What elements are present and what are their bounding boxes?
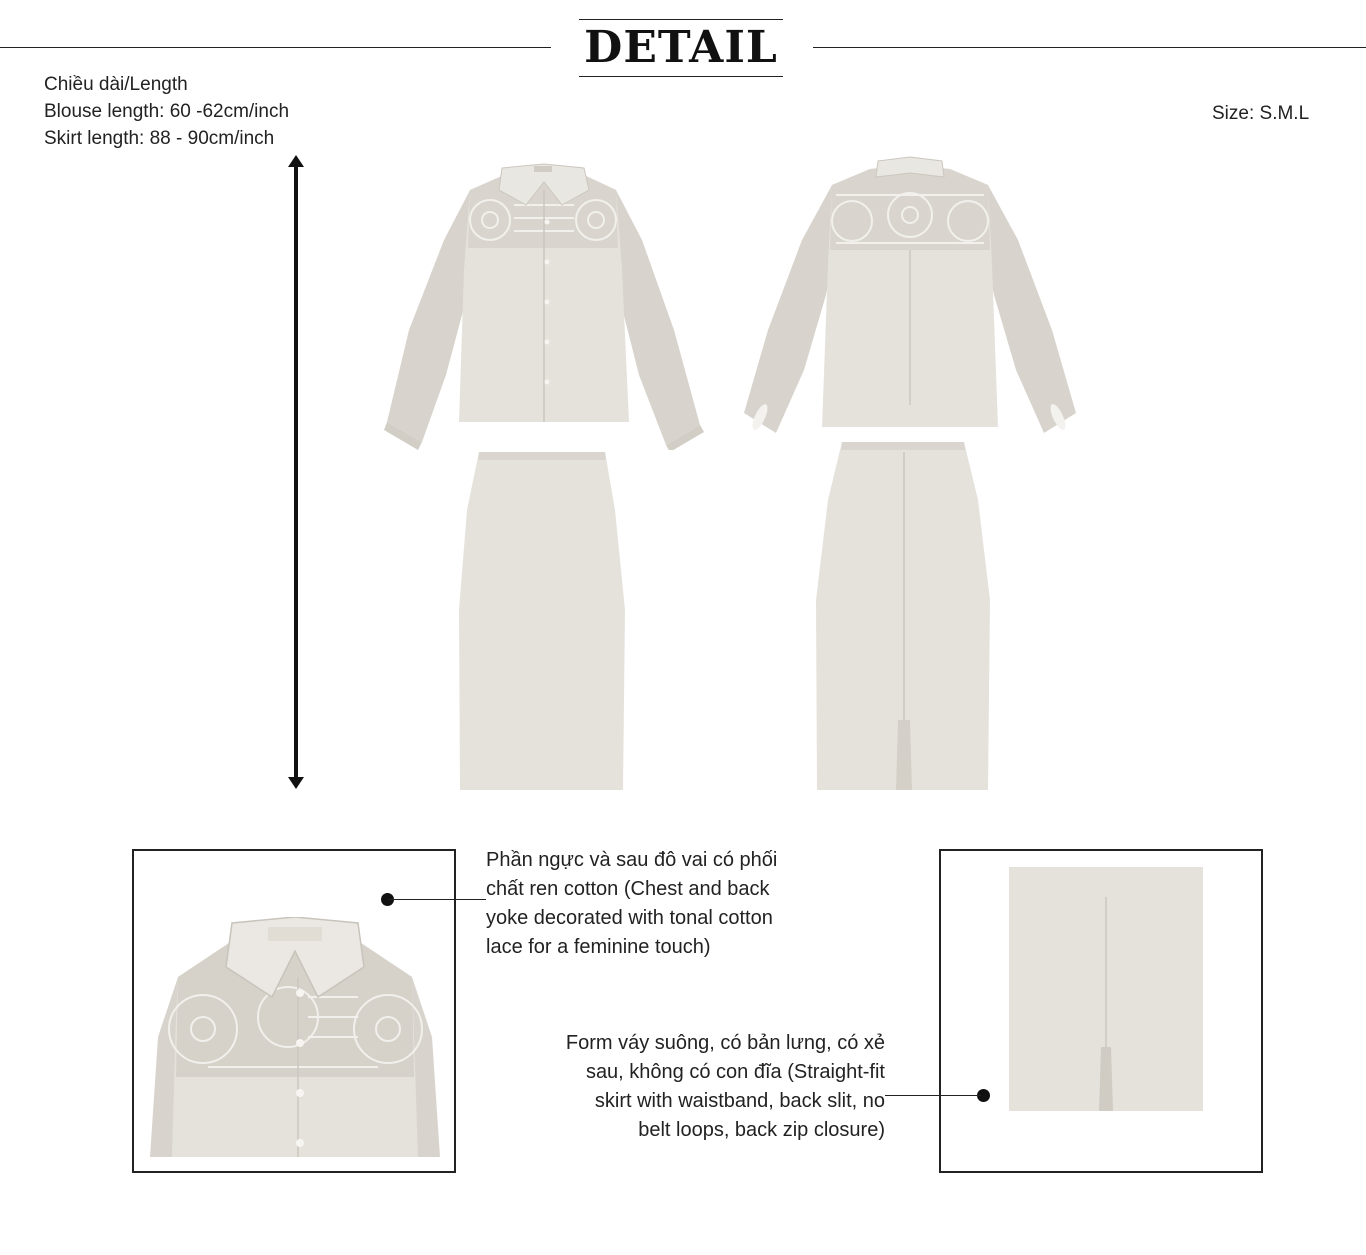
lace-callout-line <box>388 899 486 900</box>
header-line-right <box>813 47 1366 48</box>
skirt-callout-line <box>885 1095 981 1096</box>
skirt-description: Form váy suông, có bản lưng, có xẻ sau, không có con đĩa (Straight-fit skirt with waistband, back slit, no belt loops, back zip closure) <box>565 1032 885 1141</box>
lace-description: Phần ngực và sau đô vai có phối chất ren cotton (Chest and back yoke decorated with tonal cotton lace for a feminine touch) <box>486 849 778 958</box>
skirt-back-image <box>812 440 997 792</box>
lace-detail-box <box>132 849 456 1173</box>
blouse-back-image <box>740 155 1080 445</box>
skirt-closeup-image <box>1007 867 1205 1113</box>
length-info <box>44 71 289 152</box>
blouse-front-image <box>384 160 704 450</box>
length-arrow-icon <box>284 155 308 789</box>
skirt-front-image <box>455 450 630 792</box>
blouse-length: Blouse length: 60 -62cm/inch <box>44 101 290 122</box>
page-title: DETAIL <box>584 22 778 73</box>
skirt-detail-box <box>939 849 1263 1173</box>
length-heading: Chiều dài/Length <box>44 74 188 95</box>
skirt-length: Skirt length: 88 - 90cm/inch <box>44 128 275 149</box>
header-line-left <box>0 47 551 48</box>
title-frame <box>579 19 783 77</box>
lace-closeup-image <box>148 917 442 1157</box>
size-label: Size: S.M.L <box>1212 103 1310 124</box>
